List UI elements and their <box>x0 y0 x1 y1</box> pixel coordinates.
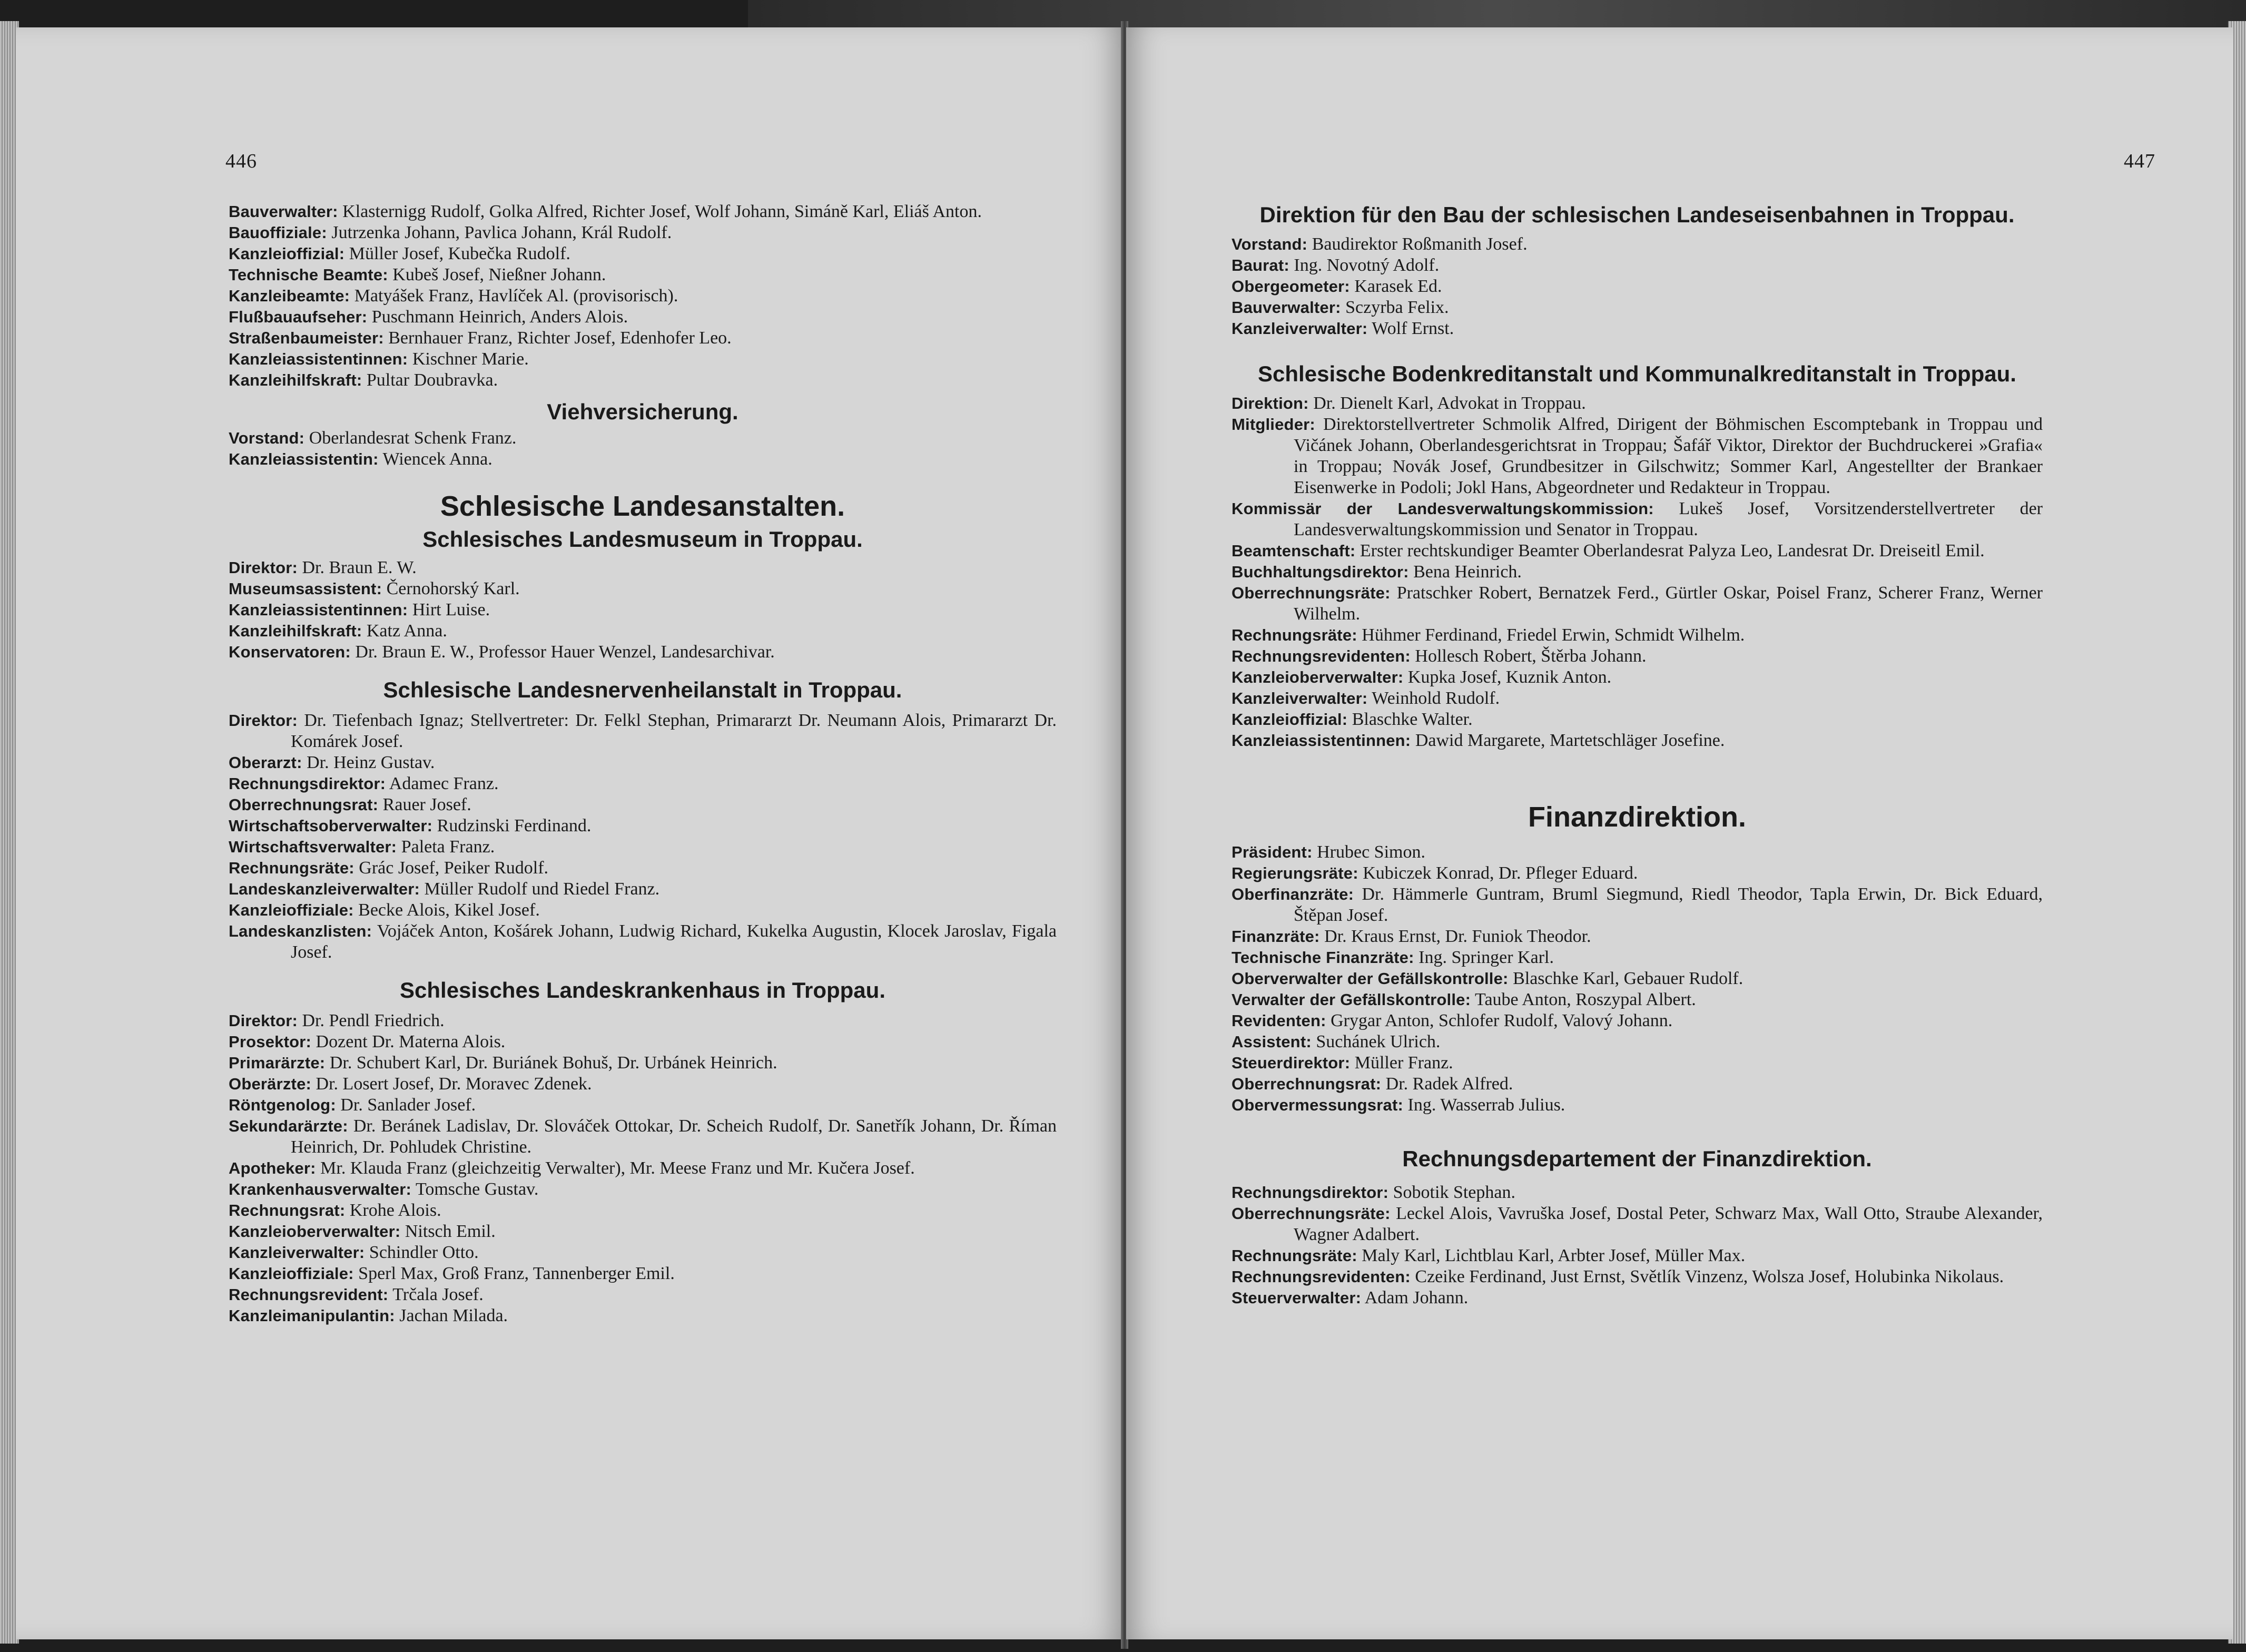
entry-label: Kanzleiassistentinnen: <box>1232 731 1411 750</box>
entry-text: Weinhold Rudolf. <box>1372 689 1500 708</box>
entry-text: Wolf Ernst. <box>1372 319 1454 338</box>
entry-text: Dr. Schubert Karl, Dr. Buriánek Bohuš, Dr. Urbánek Heinrich. <box>329 1053 777 1073</box>
bauamt-list <box>229 201 1057 391</box>
entry-text: Müller Rudolf und Riedel Franz. <box>424 879 660 899</box>
section-heading-museum: Schlesisches Landesmuseum in Troppau. <box>422 527 863 552</box>
entry-text: Dr. Sanlader Josef. <box>340 1095 476 1115</box>
directory-entry <box>229 642 1057 663</box>
entry-label: Assistent: <box>1232 1032 1312 1051</box>
directory-entry <box>229 286 1057 307</box>
directory-entry <box>1232 688 2043 709</box>
entry-text: Wiencek Anna. <box>382 449 492 469</box>
directory-entry <box>1232 863 2043 884</box>
entry-text: Puschmann Heinrich, Anders Alois. <box>371 307 628 327</box>
entry-label: Obergeometer: <box>1232 277 1350 296</box>
entry-label: Bauoffiziale: <box>229 223 327 242</box>
entry-label: Technische Beamte: <box>229 266 388 284</box>
directory-entry <box>229 621 1057 642</box>
entry-text: Müller Franz. <box>1354 1053 1453 1073</box>
entry-text: Adamec Franz. <box>389 774 499 793</box>
entry-text: Dr. Dienelt Karl, Advokat in Troppau. <box>1313 394 1586 413</box>
directory-entry <box>229 794 1057 815</box>
directory-entry <box>229 815 1057 837</box>
entry-label: Rechnungsrevident: <box>229 1285 389 1304</box>
entry-text: Müller Josef, Kubečka Rudolf. <box>349 244 570 263</box>
entry-label: Vorstand: <box>1232 235 1308 253</box>
entry-text: Maly Karl, Lichtblau Karl, Arbter Josef, Müller Max. <box>1362 1246 1746 1265</box>
entry-label: Kanzleioffizial: <box>1232 710 1348 729</box>
entry-text: Adam Johann. <box>1364 1288 1469 1307</box>
directory-entry <box>1232 414 2043 498</box>
entry-label: Bauverwalter: <box>229 202 338 221</box>
entry-text: Dr. Tiefenbach Ignaz; Stellvertreter: Dr. Felkl Stephan, Primararzt Dr. Neumann Alois, Primararzt Dr. Komárek Josef. <box>291 711 1057 751</box>
entry-text: Becke Alois, Kikel Josef. <box>358 900 540 920</box>
entry-label: Finanzräte: <box>1232 927 1320 946</box>
main-heading-landesanstalten: Schlesische Landesanstalten. <box>440 490 845 522</box>
entry-label: Direktor: <box>229 711 298 730</box>
directory-entry <box>229 599 1057 621</box>
entry-text: Sobotik Stephan. <box>1393 1183 1515 1202</box>
entry-label: Technische Finanzräte: <box>1232 948 1414 967</box>
directory-entry <box>229 710 1057 752</box>
page-number: 446 <box>225 150 257 172</box>
entry-label: Oberrechnungsräte: <box>1232 1204 1391 1223</box>
directory-entry <box>229 1010 1057 1031</box>
entry-text: Dawid Margarete, Martetschläger Josefine. <box>1415 731 1725 750</box>
entry-text: Dr. Beránek Ladislav, Dr. Slováček Ottokar, Dr. Scheich Rudolf, Dr. Sanetřík Johann, Dr. Říman Heinrich, Dr. Pohludek Christine. <box>291 1116 1057 1157</box>
directory-entry <box>229 1158 1057 1179</box>
entry-label: Direktor: <box>229 1011 298 1030</box>
left-page <box>16 27 1123 1639</box>
directory-entry <box>229 1242 1057 1263</box>
directory-entry <box>229 428 1057 449</box>
entry-text: Dr. Kraus Ernst, Dr. Funiok Theodor. <box>1324 927 1591 946</box>
directory-entry <box>229 243 1057 264</box>
directory-entry <box>229 307 1057 328</box>
section-heading-nervenheilanstalt: Schlesische Landesnervenheilanstalt in Troppau. <box>383 677 902 702</box>
entry-label: Oberarzt: <box>229 753 302 772</box>
entry-text: Sczyrba Felix. <box>1345 298 1449 317</box>
directory-entry <box>1232 318 2043 339</box>
entry-text: Lukeš Josef, Vorsitzenderstellvertreter der Landesverwaltungskommission und Senator in Troppau. <box>1294 499 2043 539</box>
entry-text: Erster rechtskundiger Beamter Oberlandesrat Palyza Leo, Landesrat Dr. Dreiseitl Emil. <box>1360 541 1985 560</box>
entry-label: Wirtschaftsoberverwalter: <box>229 817 433 835</box>
entry-text: Dozent Dr. Materna Alois. <box>316 1032 506 1051</box>
directory-entry <box>1232 1182 2043 1203</box>
directory-entry <box>229 201 1057 222</box>
directory-entry <box>229 578 1057 599</box>
directory-entry <box>1232 498 2043 540</box>
entry-label: Rechnungsräte: <box>1232 626 1357 644</box>
directory-entry <box>229 449 1057 470</box>
directory-entry <box>1232 393 2043 414</box>
directory-entry <box>229 858 1057 879</box>
entry-label: Landeskanzlisten: <box>229 922 372 940</box>
entry-text: Tomsche Gustav. <box>415 1179 539 1199</box>
directory-entry <box>229 837 1057 858</box>
directory-entry <box>1232 842 2043 863</box>
entry-label: Kanzleimanipulantin: <box>229 1306 395 1325</box>
entry-text: Sperl Max, Groß Franz, Tannenberger Emil. <box>358 1264 675 1283</box>
entry-text: Czeike Ferdinand, Just Ernst, Světlík Vinzenz, Wolsza Josef, Holubinka Nikolaus. <box>1415 1267 2004 1286</box>
entry-label: Direktor: <box>229 558 298 577</box>
directory-entry <box>229 1179 1057 1200</box>
entry-label: Revidenten: <box>1232 1011 1326 1030</box>
entry-text: Hühmer Ferdinand, Friedel Erwin, Schmidt Wilhelm. <box>1362 625 1745 645</box>
directory-entry <box>229 752 1057 773</box>
section-heading-viehversicherung: Viehversicherung. <box>547 399 738 424</box>
section-heading-bodenkredit: Schlesische Bodenkreditanstalt und Kommunalkreditanstalt in Troppau. <box>1258 361 2016 386</box>
section-heading-rechnungsdepartement: Rechnungsdepartement der Finanzdirektion. <box>1402 1146 1872 1171</box>
entry-text: Leckel Alois, Vavruška Josef, Dostal Peter, Schwarz Max, Wall Otto, Straube Alexander, Wagner Adalbert. <box>1294 1204 2043 1244</box>
entry-label: Obervermessungsrat: <box>1232 1096 1403 1114</box>
entry-text: Rauer Josef. <box>382 795 471 814</box>
entry-label: Rechnungsrevidenten: <box>1232 1267 1411 1286</box>
entry-label: Landeskanzleiverwalter: <box>229 880 420 898</box>
entry-text: Krohe Alois. <box>349 1201 441 1220</box>
directory-entry <box>1232 562 2043 583</box>
viehversicherung-list <box>229 428 1057 470</box>
nervenheilanstalt-list <box>229 710 1057 963</box>
directory-entry <box>1232 1053 2043 1074</box>
directory-entry <box>229 1221 1057 1242</box>
entry-label: Oberverwalter der Gefällskontrolle: <box>1232 969 1509 988</box>
entry-text: Vojáček Anton, Košárek Johann, Ludwig Richard, Kukelka Augustin, Klocek Jaroslav, Figala Josef. <box>291 921 1057 962</box>
entry-label: Prosektor: <box>229 1032 312 1051</box>
directory-entry <box>229 1284 1057 1305</box>
entry-label: Kanzleiverwalter: <box>229 1243 365 1262</box>
directory-entry <box>1232 1266 2043 1287</box>
entry-label: Rechnungsdirektor: <box>1232 1183 1389 1202</box>
entry-label: Rechnungsrat: <box>229 1201 346 1220</box>
directory-entry <box>1232 276 2043 297</box>
directory-entry <box>1232 730 2043 751</box>
entry-text: Grác Josef, Peiker Rudolf. <box>359 858 549 878</box>
entry-text: Dr. Hämmerle Guntram, Bruml Siegmund, Riedl Theodor, Tapla Erwin, Dr. Bick Eduard, Štěpan Josef. <box>1294 884 2043 925</box>
entry-label: Kanzleiassistentinnen: <box>229 601 408 619</box>
entry-text: Kischner Marie. <box>412 349 529 369</box>
directory-entry <box>1232 947 2043 968</box>
directory-entry <box>1232 926 2043 947</box>
entry-text: Dr. Braun E. W. <box>302 558 417 577</box>
entry-text: Kupka Josef, Kuznik Anton. <box>1407 667 1612 687</box>
entry-label: Kanzleibeamte: <box>229 287 350 305</box>
entry-label: Kanzleiverwalter: <box>1232 689 1368 707</box>
entry-text: Katz Anna. <box>366 621 447 641</box>
entry-text: Karasek Ed. <box>1354 277 1442 296</box>
entry-label: Steuerverwalter: <box>1232 1289 1362 1307</box>
entry-text: Schindler Otto. <box>369 1243 479 1262</box>
directory-entry <box>1232 1287 2043 1309</box>
entry-label: Rechnungsrevidenten: <box>1232 647 1411 665</box>
entry-text: Hirt Luise. <box>412 600 490 620</box>
entry-label: Steuerdirektor: <box>1232 1054 1351 1072</box>
entry-text: Bernhauer Franz, Richter Josef, Edenhofer Leo. <box>388 328 732 348</box>
directory-entry <box>229 1116 1057 1158</box>
entry-label: Kanzleioberverwalter: <box>1232 668 1404 686</box>
directory-entry <box>1232 884 2043 926</box>
directory-entry <box>229 370 1057 391</box>
entry-label: Regierungsräte: <box>1232 864 1358 882</box>
directory-entry <box>1232 297 2043 318</box>
bahnen-list <box>1232 234 2043 339</box>
right-column <box>1232 201 2043 1309</box>
entry-label: Kommissär der Landesverwaltungskommission: <box>1232 499 1654 518</box>
entry-label: Oberrechnungsrat: <box>1232 1075 1382 1093</box>
entry-text: Grygar Anton, Schlofer Rudolf, Valový Johann. <box>1331 1011 1673 1030</box>
directory-entry <box>1232 1031 2043 1053</box>
directory-entry <box>229 328 1057 349</box>
page-number: 447 <box>2124 150 2155 172</box>
entry-text: Nitsch Emil. <box>405 1222 496 1241</box>
entry-label: Oberrechnungsräte: <box>1232 584 1391 602</box>
entry-label: Direktion: <box>1232 394 1309 412</box>
entry-label: Kanzleihilfskraft: <box>229 371 362 389</box>
directory-entry <box>1232 1203 2043 1245</box>
directory-entry <box>229 1074 1057 1095</box>
directory-entry <box>1232 646 2043 667</box>
museum-list <box>229 557 1057 663</box>
directory-entry <box>229 921 1057 963</box>
krankenhaus-list <box>229 1010 1057 1326</box>
entry-label: Krankenhausverwalter: <box>229 1180 412 1198</box>
entry-label: Konservatoren: <box>229 643 351 661</box>
entry-label: Wirtschaftsverwalter: <box>229 838 397 856</box>
directory-entry <box>1232 1074 2043 1095</box>
directory-entry <box>229 1305 1057 1326</box>
entry-text: Ing. Novotný Adolf. <box>1294 255 1440 275</box>
entry-text: Blaschke Karl, Gebauer Rudolf. <box>1513 969 1743 988</box>
directory-entry <box>229 264 1057 286</box>
entry-label: Kanzleihilfskraft: <box>229 622 362 640</box>
background-cover <box>748 0 2246 30</box>
entry-label: Oberrechnungsrat: <box>229 795 379 814</box>
entry-text: Pratschker Robert, Bernatzek Ferd., Gürtler Oskar, Poisel Franz, Scherer Franz, Werner Wilhelm. <box>1294 583 2043 624</box>
directory-entry <box>1232 709 2043 730</box>
entry-text: Ing. Springer Karl. <box>1418 948 1554 967</box>
entry-label: Kanzleioffiziale: <box>229 901 354 919</box>
entry-text: Ing. Wasserrab Julius. <box>1407 1095 1565 1115</box>
entry-label: Oberfinanzräte: <box>1232 885 1354 903</box>
entry-text: Dr. Pendl Friedrich. <box>302 1011 445 1030</box>
entry-label: Präsident: <box>1232 843 1313 861</box>
entry-label: Sekundarärzte: <box>229 1117 348 1135</box>
entry-text: Černohorský Karl. <box>386 579 520 598</box>
entry-label: Kanzleiassistentinnen: <box>229 350 408 368</box>
entry-text: Oberlandesrat Schenk Franz. <box>309 428 517 448</box>
directory-entry <box>229 1031 1057 1053</box>
left-column <box>229 201 1057 1326</box>
directory-entry <box>1232 1095 2043 1116</box>
entry-text: Dr. Losert Josef, Dr. Moravec Zdenek. <box>316 1074 592 1094</box>
entry-label: Verwalter der Gefällskontrolle: <box>1232 990 1471 1009</box>
entry-text: Direktorstellvertreter Schmolik Alfred, Dirigent der Böhmischen Escomptebank in Troppau und Vičánek Johann, Oberlandesgerichtsrat in Troppau; Šafář Viktor, Direktor der Buchdruckerei »Grafia« in Troppau; Novák Josef, Grundbesitzer in Gilschwitz; Sommer Karl, Angestellter der Brankaer Eisenwerke in Podoli; Jokl Hans, Abgeordneter und Redakteur in Troppau. <box>1294 415 2043 497</box>
entry-label: Beamtenschaft: <box>1232 542 1356 560</box>
finanzdirektion-list <box>1232 842 2043 1116</box>
entry-label: Straßenbaumeister: <box>229 329 384 347</box>
directory-entry <box>229 222 1057 243</box>
directory-entry <box>1232 968 2043 989</box>
entry-label: Primarärzte: <box>229 1054 326 1072</box>
entry-label: Museumsassistent: <box>229 579 382 598</box>
section-heading-bahnen: Direktion für den Bau der schlesischen Landeseisenbahnen in Troppau. <box>1259 202 2015 227</box>
directory-entry <box>1232 540 2043 562</box>
entry-text: Dr. Radek Alfred. <box>1385 1074 1513 1094</box>
rechnungsdepartement-list <box>1232 1182 2043 1309</box>
entry-label: Rechnungsdirektor: <box>229 774 386 793</box>
entry-text: Hollesch Robert, Štěrba Johann. <box>1415 646 1647 666</box>
entry-text: Rudzinski Ferdinand. <box>437 816 592 835</box>
entry-label: Kanzleioffizial: <box>229 244 345 263</box>
entry-label: Baurat: <box>1232 256 1289 274</box>
directory-entry <box>229 879 1057 900</box>
entry-text: Jutrzenka Johann, Pavlica Johann, Král Rudolf. <box>331 223 672 242</box>
directory-entry <box>1232 989 2043 1010</box>
right-page <box>1126 27 2233 1639</box>
entry-text: Suchánek Ulrich. <box>1316 1032 1441 1051</box>
entry-label: Mitglieder: <box>1232 415 1315 434</box>
entry-text: Bena Heinrich. <box>1413 562 1522 582</box>
directory-entry <box>1232 625 2043 646</box>
entry-text: Jachan Milada. <box>399 1306 508 1325</box>
entry-text: Trčala Josef. <box>392 1285 484 1304</box>
entry-text: Baudirektor Roßmanith Josef. <box>1312 234 1528 254</box>
directory-entry <box>1232 667 2043 688</box>
entry-label: Buchhaltungsdirektor: <box>1232 563 1409 581</box>
bodenkredit-list <box>1232 393 2043 751</box>
entry-text: Dr. Heinz Gustav. <box>307 753 435 772</box>
directory-entry <box>229 557 1057 578</box>
entry-label: Apotheker: <box>229 1159 316 1177</box>
entry-label: Kanzleiverwalter: <box>1232 319 1368 338</box>
directory-entry <box>229 773 1057 794</box>
entry-label: Kanzleioffiziale: <box>229 1264 354 1283</box>
entry-label: Flußbauaufseher: <box>229 308 368 326</box>
entry-text: Pultar Doubravka. <box>366 370 498 390</box>
entry-text: Paleta Franz. <box>401 837 495 857</box>
entry-text: Klasternigg Rudolf, Golka Alfred, Richter Josef, Wolf Johann, Simáně Karl, Eliáš Anton. <box>342 202 982 221</box>
section-heading-finanzdirektion: Finanzdirektion. <box>1528 801 1747 833</box>
entry-text: Hrubec Simon. <box>1317 842 1425 862</box>
directory-entry <box>229 1263 1057 1284</box>
directory-entry <box>1232 1010 2043 1031</box>
entry-label: Rechnungsräte: <box>229 859 354 877</box>
directory-entry <box>1232 583 2043 625</box>
directory-entry <box>1232 234 2043 255</box>
entry-text: Mr. Klauda Franz (gleichzeitig Verwalter), Mr. Meese Franz und Mr. Kučera Josef. <box>320 1158 915 1178</box>
entry-label: Oberärzte: <box>229 1075 312 1093</box>
entry-label: Röntgenolog: <box>229 1096 336 1114</box>
entry-text: Matyášek Franz, Havlíček Al. (provisorisch). <box>354 286 678 306</box>
entry-text: Kubiczek Konrad, Dr. Pfleger Eduard. <box>1363 863 1638 883</box>
directory-entry <box>229 1200 1057 1221</box>
entry-label: Vorstand: <box>229 429 305 447</box>
entry-text: Kubeš Josef, Nießner Johann. <box>392 265 606 284</box>
directory-entry <box>229 900 1057 921</box>
directory-entry <box>229 1095 1057 1116</box>
entry-label: Bauverwalter: <box>1232 298 1341 317</box>
entry-label: Kanzleiassistentin: <box>229 450 379 468</box>
directory-entry <box>1232 255 2043 276</box>
directory-entry <box>229 349 1057 370</box>
entry-text: Blaschke Walter. <box>1352 710 1473 729</box>
section-heading-krankenhaus: Schlesisches Landeskrankenhaus in Troppau. <box>400 978 885 1002</box>
entry-label: Rechnungsräte: <box>1232 1246 1357 1265</box>
entry-label: Kanzleioberverwalter: <box>229 1222 401 1241</box>
entry-text: Taube Anton, Roszypal Albert. <box>1475 990 1696 1009</box>
directory-entry <box>1232 1245 2043 1266</box>
entry-text: Dr. Braun E. W., Professor Hauer Wenzel, Landesarchivar. <box>355 642 775 662</box>
directory-entry <box>229 1053 1057 1074</box>
